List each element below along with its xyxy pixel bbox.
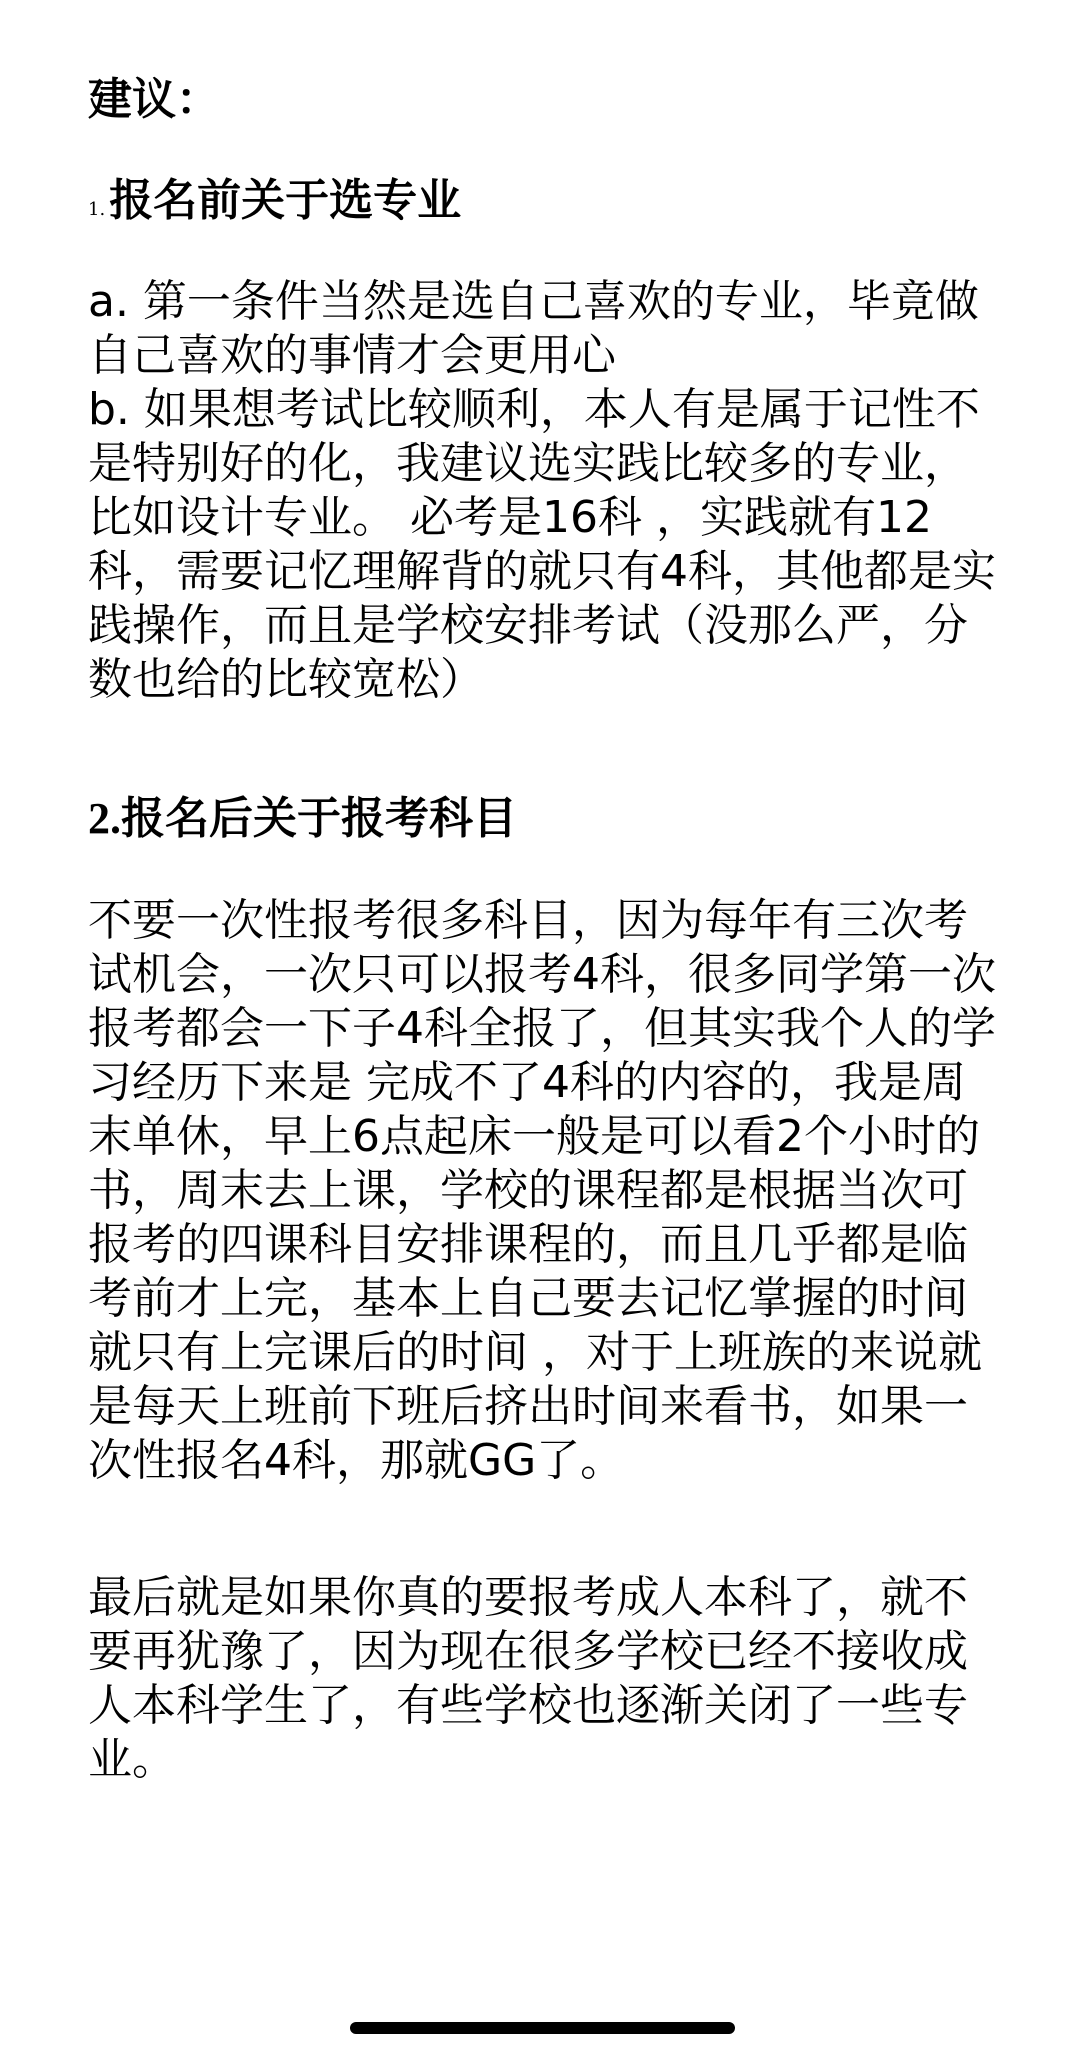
section-1-title: 报名前关于选专业: [109, 175, 462, 226]
section-2-number: 2.: [88, 794, 121, 843]
section-1-heading: [88, 173, 461, 238]
section-2-body: 不要一次性报考很多科目，因为每年有三次考试机会，一次只可以报考4科，很多同学第一次报考都会一下子4科全报了，但其实我个人的学习经历下来是 完成不了4科的内容的，我是周末单休，早上6点起床一般是可以看2个小时的书，周末去上课，学校的课程都是根据当次可报考的四课科目安排课程的，而且几乎都是临考前才上完，基本上自己要去记忆掌握的时间就只有上完课后的时间 ，对于上班族的来说就是每天上班前下班后挤出时间来看书，如果一次性报名4科，那就GG了。: [88, 895, 996, 1486]
section-2-title: 报名后关于报考科目: [121, 793, 517, 844]
section-1-item-b: b. 如果想考试比较顺利，本人有是属于记性不是特别好的化，我建议选实践比较多的专业，比如设计专业。 必考是16科 ，实践就有12科，需要记忆理解背的就只有4科，其他都是实践操作，而且是学校安排考试（没那么严，分数也给的比较宽松）: [88, 384, 996, 705]
home-indicator[interactable]: [350, 2022, 735, 2034]
section-2-heading: [88, 791, 517, 847]
section-1-number: 1.: [88, 199, 106, 220]
section-1-item-a: a. 第一条件当然是选自己喜欢的专业，毕竟做自己喜欢的事情才会更用心: [88, 276, 979, 381]
page-title: 建议：: [88, 74, 220, 125]
closing-paragraph: 最后就是如果你真的要报考成人本科了，就不要再犹豫了，因为现在很多学校已经不接收成人本科学生了，有些学校也逐渐关闭了一些专业。: [88, 1572, 968, 1785]
